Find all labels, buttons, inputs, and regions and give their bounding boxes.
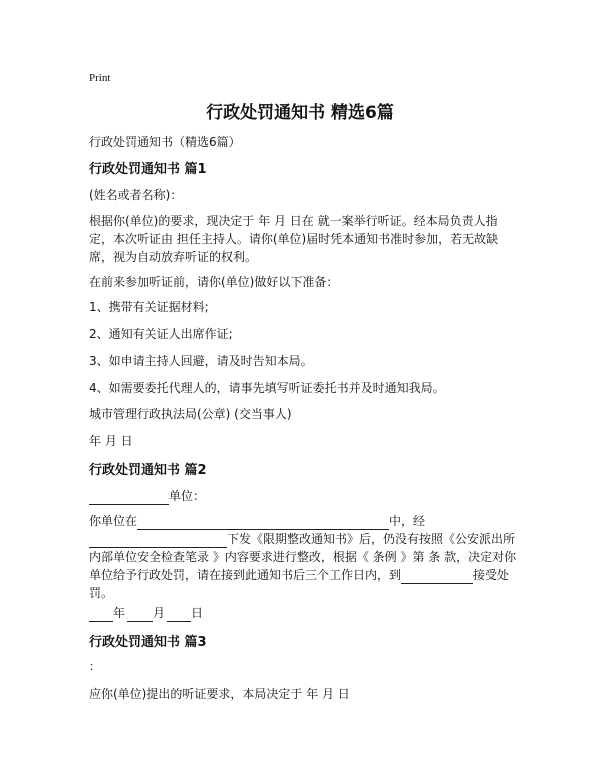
section3-mark: ： [89,660,100,673]
list-item: 2、通知有关证人出席作证; [89,327,233,341]
line-end-text: 中，经 [389,514,426,528]
case-line-5: 罚。 [89,586,114,600]
page-title: 行政处罚通知书 精选6篇 [206,103,394,123]
case-line-4 [89,566,509,584]
year-blank [89,607,113,622]
hearing-paragraph: 应你(单位)提出的听证要求，本局决定于 年 月 日 [89,687,350,701]
addressee-line: (姓名或者名称)： [89,188,183,202]
date-line: 年 月 日 [89,434,133,448]
list-item: 4、如需要委托代理人的，请事先填写听证委托书并及时通知我局。 [89,381,445,395]
print-label[interactable]: Print [89,72,111,84]
section-heading-1: 行政处罚通知书 篇1 [89,162,207,177]
case-line-3: 内部单位安全检查笔录 》内容要求进行整改，根据《 条例 》第 条 款，决定对你 [89,550,517,564]
day-label: 日 [191,606,204,620]
unit-line [89,487,205,505]
list-item: 3、如申请主持人回避，请及时告知本局。 [89,354,313,368]
preparation-paragraph: 在前来参加听证前，请你(单位)做好以下准备： [89,275,339,289]
month-blank [127,607,153,622]
unit-blank [89,490,169,505]
signature-date-line [89,604,203,622]
month-label: 月 [153,606,166,620]
notice-paragraph-1: 根据你(单位)的要求，现决定于 年 月 日在 就一案举行听证。经本局负责人指定，本次听证由 担任主持人。请你(单位)届时凭本通知书准时参加，若无故缺席，视为自动放弃听证的权利。 [89,214,499,264]
signature-line: 城市管理行政执法局(公章) (交当事人) [89,407,292,421]
penalty-end-text: 接受处 [473,568,510,582]
year-label: 年 [113,606,126,620]
section-heading-3: 行政处罚通知书 篇3 [89,635,207,650]
agency-blank [89,533,227,548]
rectification-text: 下发《限期整改通知书》后，仍没有按照《公安派出所 [227,532,516,546]
line-start-text: 你单位在 [89,514,138,528]
list-item: 1、携带有关证据材料; [89,300,209,314]
unit-label: 单位： [169,489,206,503]
section-heading-2: 行政处罚通知书 篇2 [89,463,207,478]
location-blank [137,515,389,530]
document-subtitle: 行政处罚通知书（精选6篇） [89,135,241,149]
penalty-text: 单位给予行政处罚，请在接到此通知书后三个工作日内，到 [89,568,402,582]
day-blank [167,607,191,622]
case-line-1 [89,512,425,530]
destination-blank [401,569,473,584]
case-line-2 [89,530,515,548]
